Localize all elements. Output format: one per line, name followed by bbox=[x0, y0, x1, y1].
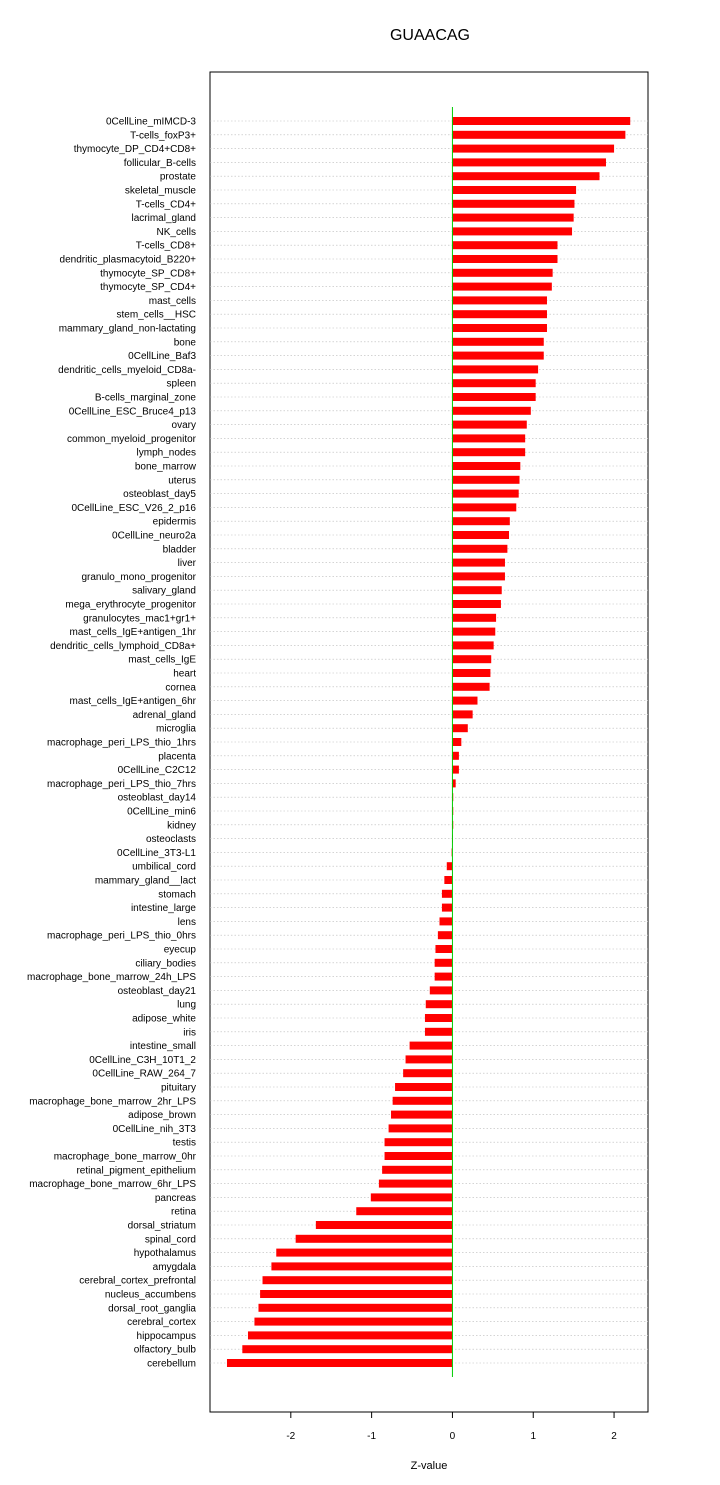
category-label: spleen bbox=[166, 378, 196, 390]
category-label: mast_cells bbox=[148, 295, 196, 307]
category-label: intestine_large bbox=[130, 903, 196, 915]
category-label: 0CellLine_3T3-L1 bbox=[117, 847, 196, 859]
bar-iris bbox=[425, 1028, 452, 1036]
category-label: stem_cells__HSC bbox=[116, 309, 196, 321]
bar-macrophage_peri_LPS_thio_0hrs bbox=[438, 931, 453, 939]
bar-macrophage_bone_marrow_24h_LPS bbox=[435, 973, 453, 981]
bar-cornea bbox=[452, 683, 489, 691]
category-label: adrenal_gland bbox=[132, 709, 196, 721]
bar-dorsal_root_ganglia bbox=[258, 1304, 452, 1312]
bar-NK_cells bbox=[452, 227, 572, 235]
category-label: macrophage_bone_marrow_2hr_LPS bbox=[29, 1096, 196, 1108]
category-label: ciliary_bodies bbox=[135, 958, 196, 970]
bar-bladder bbox=[452, 545, 507, 553]
category-label: placenta bbox=[158, 751, 196, 763]
category-label: T-cells_CD4+ bbox=[135, 199, 196, 211]
category-label: lymph_nodes bbox=[136, 447, 196, 459]
category-label: microglia bbox=[155, 723, 196, 735]
bar-thymocyte_SP_CD4+ bbox=[452, 283, 551, 291]
category-label: adipose_brown bbox=[128, 1110, 196, 1122]
category-label: 0CellLine_C2C12 bbox=[117, 765, 196, 777]
category-label: 0CellLine_min6 bbox=[127, 806, 196, 818]
category-label: eyecup bbox=[163, 944, 196, 956]
category-label: thymocyte_SP_CD8+ bbox=[100, 268, 196, 280]
bar-uterus bbox=[452, 476, 519, 484]
bar-salivary_gland bbox=[452, 586, 501, 594]
category-label: mast_cells_IgE bbox=[128, 654, 196, 666]
category-label: 0CellLine_Baf3 bbox=[128, 351, 196, 363]
bar-retinal_pigment_epithelium bbox=[382, 1166, 452, 1174]
bar-intestine_small bbox=[410, 1042, 453, 1050]
bar-adipose_brown bbox=[391, 1111, 452, 1119]
category-label: NK_cells bbox=[156, 226, 196, 238]
bar-mast_cells_IgE bbox=[452, 655, 491, 663]
bar-0CellLine_mIMCD-3 bbox=[452, 117, 630, 125]
bar-spinal_cord bbox=[296, 1235, 453, 1243]
bar-stem_cells__HSC bbox=[452, 310, 547, 318]
x-tick-label: 0 bbox=[449, 1431, 456, 1442]
chart-title: GUAACAG bbox=[389, 27, 471, 44]
x-tick-label: -2 bbox=[286, 1431, 296, 1442]
category-label: bone_marrow bbox=[134, 461, 196, 473]
bar-bone_marrow bbox=[452, 462, 520, 470]
bar-lymph_nodes bbox=[452, 448, 525, 456]
x-tick-label: -1 bbox=[367, 1431, 377, 1442]
category-label: ovary bbox=[171, 420, 196, 432]
category-label: macrophage_peri_LPS_thio_1hrs bbox=[47, 737, 196, 749]
category-label: thymocyte_SP_CD4+ bbox=[100, 282, 196, 294]
category-label: 0CellLine_neuro2a bbox=[112, 530, 196, 542]
category-label: macrophage_peri_LPS_thio_7hrs bbox=[47, 778, 196, 790]
category-label: testis bbox=[172, 1137, 196, 1149]
bar-bone bbox=[452, 338, 543, 346]
category-label: macrophage_bone_marrow_0hr bbox=[53, 1151, 196, 1163]
bar-lung bbox=[426, 1000, 453, 1008]
bar-stomach bbox=[442, 890, 453, 898]
bar-lacrimal_gland bbox=[452, 214, 573, 222]
bar-cerebellum bbox=[227, 1359, 452, 1367]
bar-0CellLine_RAW_264_7 bbox=[403, 1069, 452, 1077]
bar-B-cells_marginal_zone bbox=[452, 393, 535, 401]
bar-0CellLine_C3H_10T1_2 bbox=[406, 1055, 453, 1063]
bar-umbilical_cord bbox=[447, 862, 453, 870]
bar-olfactory_bulb bbox=[242, 1345, 452, 1353]
category-label: cerebral_cortex bbox=[127, 1317, 196, 1329]
bar-T-cells_CD8+ bbox=[452, 241, 557, 249]
category-label: dendritic_cells_lymphoid_CD8a+ bbox=[50, 640, 196, 652]
x-axis bbox=[286, 1412, 617, 1442]
gridlines bbox=[210, 121, 648, 1363]
category-label: heart bbox=[173, 668, 196, 680]
x-tick-label: 1 bbox=[530, 1431, 537, 1442]
category-label: intestine_small bbox=[129, 1041, 196, 1053]
bar-ciliary_bodies bbox=[435, 959, 453, 967]
bar-mammary_gland_non-lactating bbox=[452, 324, 547, 332]
category-label: iris bbox=[183, 1027, 196, 1039]
category-label: hypothalamus bbox=[133, 1248, 196, 1260]
bar-granulocytes_mac1+gr1+ bbox=[452, 614, 496, 622]
bar-thymocyte_SP_CD8+ bbox=[452, 269, 552, 277]
category-label: spinal_cord bbox=[144, 1234, 196, 1246]
bar-spleen bbox=[452, 379, 535, 387]
bar-pancreas bbox=[371, 1193, 453, 1201]
category-label: skeletal_muscle bbox=[124, 185, 196, 197]
bar-placenta bbox=[452, 752, 458, 760]
category-label: pancreas bbox=[154, 1192, 196, 1204]
category-label: cerebral_cortex_prefrontal bbox=[79, 1275, 196, 1287]
bar-dendritic_plasmacytoid_B220+ bbox=[452, 255, 557, 263]
category-label: osteoblast_day5 bbox=[123, 489, 196, 501]
bar-retina bbox=[356, 1207, 452, 1215]
bar-mast_cells_IgE+antigen_1hr bbox=[452, 628, 495, 636]
bar-dendritic_cells_myeloid_CD8a- bbox=[452, 365, 538, 373]
category-label: bone bbox=[173, 337, 196, 349]
bar-cerebral_cortex bbox=[254, 1318, 452, 1326]
x-axis-label: Z-value bbox=[410, 1460, 448, 1472]
bar-hippocampus bbox=[248, 1331, 452, 1339]
bar-dorsal_striatum bbox=[316, 1221, 453, 1229]
category-label: nucleus_accumbens bbox=[104, 1289, 196, 1301]
category-label: bladder bbox=[162, 544, 196, 556]
bar-osteoblast_day5 bbox=[452, 490, 518, 498]
category-label: macrophage_bone_marrow_24h_LPS bbox=[26, 972, 196, 984]
category-label: adipose_white bbox=[132, 1013, 196, 1025]
bar-heart bbox=[452, 669, 490, 677]
bar-T-cells_CD4+ bbox=[452, 200, 574, 208]
bar-granulo_mono_progenitor bbox=[452, 572, 505, 580]
category-label: mega_erythrocyte_progenitor bbox=[65, 599, 196, 611]
bar-0CellLine_ESC_V26_2_p16 bbox=[452, 503, 516, 511]
bar-adipose_white bbox=[425, 1014, 452, 1022]
category-label: follicular_B-cells bbox=[123, 157, 196, 169]
category-label: lacrimal_gland bbox=[131, 213, 196, 225]
bar-pituitary bbox=[395, 1083, 452, 1091]
bar-0CellLine_Baf3 bbox=[452, 352, 543, 360]
bar-cerebral_cortex_prefrontal bbox=[263, 1276, 453, 1284]
bar-macrophage_bone_marrow_2hr_LPS bbox=[393, 1097, 453, 1105]
category-label: amygdala bbox=[152, 1261, 196, 1273]
bar-macrophage_bone_marrow_0hr bbox=[385, 1152, 453, 1160]
category-label: dendritic_cells_myeloid_CD8a- bbox=[58, 364, 196, 376]
category-label: osteoblast_day21 bbox=[117, 985, 196, 997]
category-label: granulo_mono_progenitor bbox=[81, 571, 196, 583]
category-label: mast_cells_IgE+antigen_6hr bbox=[69, 696, 196, 708]
category-label: hippocampus bbox=[136, 1330, 196, 1342]
bar-0CellLine_ESC_Bruce4_p13 bbox=[452, 407, 530, 415]
bar-prostate bbox=[452, 172, 599, 180]
category-label: T-cells_CD8+ bbox=[135, 240, 196, 252]
x-tick-label: 2 bbox=[611, 1431, 617, 1442]
category-label: macrophage_peri_LPS_thio_0hrs bbox=[47, 930, 196, 942]
category-label: 0CellLine_ESC_Bruce4_p13 bbox=[68, 406, 196, 418]
category-label: olfactory_bulb bbox=[133, 1344, 196, 1356]
category-label: cornea bbox=[165, 682, 196, 694]
category-label: 0CellLine_RAW_264_7 bbox=[92, 1068, 196, 1080]
category-label: B-cells_marginal_zone bbox=[94, 392, 196, 404]
category-label: macrophage_bone_marrow_6hr_LPS bbox=[29, 1179, 196, 1191]
category-label: pituitary bbox=[160, 1082, 196, 1094]
bar-follicular_B-cells bbox=[452, 158, 606, 166]
bar-microglia bbox=[452, 724, 467, 732]
category-label: umbilical_cord bbox=[132, 861, 196, 873]
category-label: 0CellLine_mIMCD-3 bbox=[105, 116, 196, 128]
bar-testis bbox=[385, 1138, 453, 1146]
bar-adrenal_gland bbox=[452, 710, 472, 718]
bar-lens bbox=[440, 917, 453, 925]
bar-nucleus_accumbens bbox=[260, 1290, 452, 1298]
category-label: granulocytes_mac1+gr1+ bbox=[83, 613, 196, 625]
category-label: cerebellum bbox=[147, 1358, 196, 1370]
category-label: stomach bbox=[158, 889, 196, 901]
category-label: salivary_gland bbox=[132, 585, 196, 597]
bar-eyecup bbox=[435, 945, 452, 953]
category-label: lung bbox=[177, 999, 196, 1011]
category-label: prostate bbox=[159, 171, 196, 183]
category-label: common_myeloid_progenitor bbox=[67, 433, 196, 445]
bar-common_myeloid_progenitor bbox=[452, 434, 525, 442]
category-label: mast_cells_IgE+antigen_1hr bbox=[69, 627, 196, 639]
bar-intestine_large bbox=[442, 904, 453, 912]
category-label: kidney bbox=[167, 820, 196, 832]
category-labels bbox=[27, 117, 197, 1370]
category-label: 0CellLine_ESC_V26_2_p16 bbox=[71, 502, 196, 514]
bar-0CellLine_C2C12 bbox=[452, 766, 458, 774]
bar-T-cells_foxP3+ bbox=[452, 131, 625, 139]
bar-0CellLine_nih_3T3 bbox=[389, 1124, 453, 1132]
category-label: retinal_pigment_epithelium bbox=[76, 1165, 196, 1177]
category-label: dorsal_striatum bbox=[127, 1220, 196, 1232]
category-label: mammary_gland_non-lactating bbox=[58, 323, 196, 335]
bar-dendritic_cells_lymphoid_CD8a+ bbox=[452, 641, 493, 649]
category-label: dendritic_plasmacytoid_B220+ bbox=[59, 254, 196, 266]
category-label: retina bbox=[170, 1206, 196, 1218]
category-label: T-cells_foxP3+ bbox=[130, 130, 196, 142]
category-label: 0CellLine_nih_3T3 bbox=[112, 1123, 196, 1135]
bar-liver bbox=[452, 559, 505, 567]
bar-mega_erythrocyte_progenitor bbox=[452, 600, 500, 608]
bar-macrophage_peri_LPS_thio_1hrs bbox=[452, 738, 461, 746]
category-label: lens bbox=[177, 916, 196, 928]
category-label: liver bbox=[177, 558, 196, 570]
category-label: uterus bbox=[168, 475, 196, 487]
category-label: 0CellLine_C3H_10T1_2 bbox=[89, 1054, 196, 1066]
category-label: osteoblast_day14 bbox=[117, 792, 196, 804]
category-label: epidermis bbox=[152, 516, 196, 528]
bar-osteoblast_day21 bbox=[430, 986, 453, 994]
category-label: thymocyte_DP_CD4+CD8+ bbox=[73, 144, 196, 156]
bar-0CellLine_neuro2a bbox=[452, 531, 509, 539]
bar-mammary_gland__lact bbox=[444, 876, 452, 884]
bar-hypothalamus bbox=[276, 1249, 452, 1257]
bar-mast_cells bbox=[452, 296, 547, 304]
bar-ovary bbox=[452, 421, 526, 429]
category-label: dorsal_root_ganglia bbox=[108, 1303, 196, 1315]
category-label: osteoclasts bbox=[145, 834, 196, 846]
category-label: mammary_gland__lact bbox=[94, 875, 196, 887]
bar-mast_cells_IgE+antigen_6hr bbox=[452, 697, 477, 705]
bar-thymocyte_DP_CD4+CD8+ bbox=[452, 145, 614, 153]
bar-skeletal_muscle bbox=[452, 186, 576, 194]
bar-macrophage_bone_marrow_6hr_LPS bbox=[379, 1180, 453, 1188]
bar-amygdala bbox=[271, 1262, 452, 1270]
bar-epidermis bbox=[452, 517, 509, 525]
